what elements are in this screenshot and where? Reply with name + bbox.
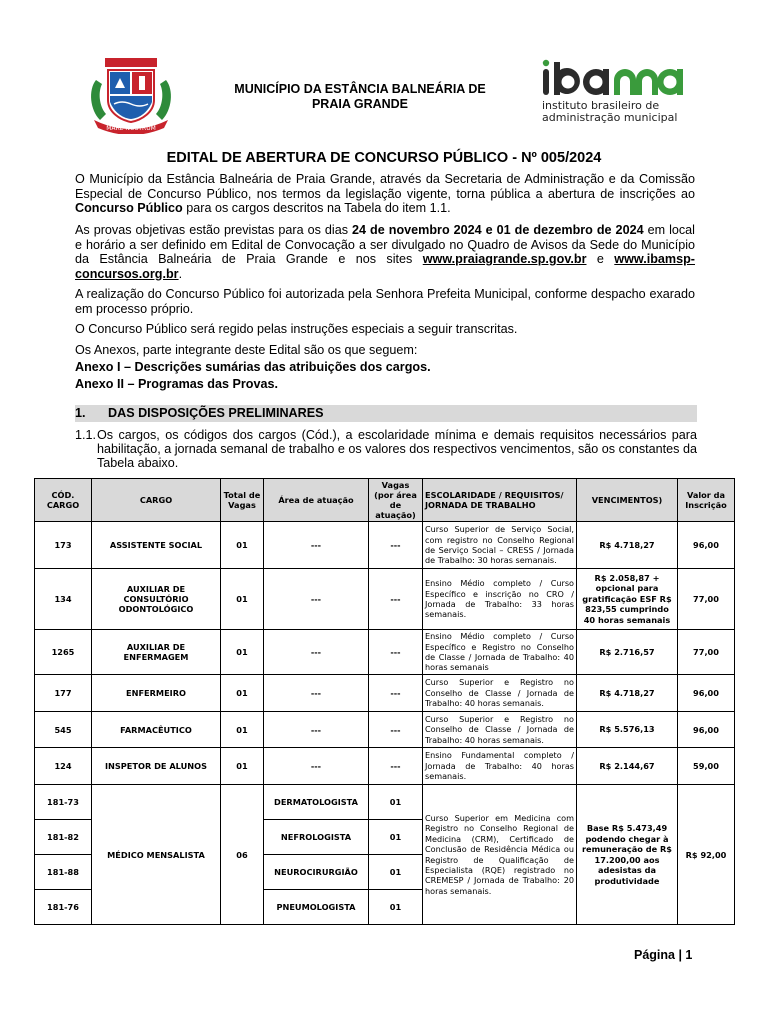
cell-vagas-area: ---: [369, 569, 423, 630]
cell-requisitos: Curso Superior e Registro no Conselho de Classe / Jornada de Trabalho: 40 horas semanais.: [423, 675, 577, 712]
cell-vagas-area: ---: [369, 712, 423, 748]
section-number: 1.: [75, 406, 86, 420]
cell-inscricao: 96,00: [678, 522, 735, 569]
regulation-paragraph: O Concurso Público será regido pelas instruções especiais a seguir transcritas.: [75, 322, 518, 336]
municipality-name: [200, 82, 520, 112]
cell-vagas-area: ---: [369, 675, 423, 712]
page-number: Página | 1: [634, 948, 693, 962]
cell-total: 01: [221, 748, 264, 785]
cell-inscricao: 59,00: [678, 748, 735, 785]
ibam-logo-line-1: instituto brasileiro de: [542, 99, 660, 112]
header-escolaridade: ESCOLARIDADE / REQUISITOS/ JORNADA DE TRABALHO: [423, 479, 577, 522]
cell-vencimento: R$ 4.718,27: [577, 522, 678, 569]
ibam-logo-line-2: administração municipal: [542, 111, 678, 124]
intro-text-end: para os cargos descritos na Tabela do item 1.1.: [182, 201, 451, 215]
intro-text: O Município da Estância Balneária de Praia Grande, através da Secretaria de Administração e da Comissão Especial de Concurso Público, nos termos da legislação vigente, torna pública a abertura de inscrições ao: [75, 172, 695, 201]
header-inscricao: Valor da Inscrição: [678, 479, 735, 522]
praiagrande-link[interactable]: www.praiagrande.sp.gov.br: [422, 252, 587, 266]
cell-total: 01: [221, 630, 264, 675]
cell-total: 01: [221, 675, 264, 712]
cell-inscricao: 96,00: [678, 675, 735, 712]
intro-paragraph: [75, 172, 695, 216]
cell-cargo: INSPETOR DE ALUNOS: [92, 748, 221, 785]
cell-area: ---: [264, 569, 369, 630]
exam-dates: 24 de novembro 2024 e 01 de dezembro de 2024: [352, 223, 644, 237]
cell-cargo: AUXILIAR DE ENFERMAGEM: [92, 630, 221, 675]
cell-total: 01: [221, 712, 264, 748]
item-number: 1.1.: [75, 428, 97, 442]
cell-vagas-area: 01: [369, 890, 423, 925]
cell-area: DERMATOLOGISTA: [264, 785, 369, 820]
cell-cod: 1265: [35, 630, 92, 675]
cell-cod: 181-73: [35, 785, 92, 820]
annexes-intro: Os Anexos, parte integrante deste Edital são os que seguem:: [75, 343, 418, 357]
municipal-crest-icon: [86, 58, 176, 134]
header-total: Total de Vagas: [221, 479, 264, 522]
cell-inscricao: 77,00: [678, 630, 735, 675]
cell-vagas-area: 01: [369, 820, 423, 855]
cell-inscricao: 96,00: [678, 712, 735, 748]
cell-cod: 545: [35, 712, 92, 748]
cell-area: NEFROLOGISTA: [264, 820, 369, 855]
cell-area: ---: [264, 522, 369, 569]
cell-cargo: FARMACÊUTICO: [92, 712, 221, 748]
cell-cod: 124: [35, 748, 92, 785]
cell-cod: 177: [35, 675, 92, 712]
table-row: [35, 675, 735, 712]
exam-dates-text: As provas objetivas estão previstas para os dias: [75, 223, 353, 237]
cell-requisitos: Ensino Fundamental completo / Jornada de Trabalho: 40 horas semanais.: [423, 748, 577, 785]
cell-vagas-area: ---: [369, 748, 423, 785]
cell-vencimento: R$ 5.576,13: [577, 712, 678, 748]
cell-cargo: AUXILIAR DE CONSULTÓRIO ODONTOLÓGICO: [92, 569, 221, 630]
cell-inscricao: R$ 92,00: [678, 785, 735, 925]
cell-area: ---: [264, 630, 369, 675]
cell-cod: 181-82: [35, 820, 92, 855]
cell-vencimento: R$ 2.716,57: [577, 630, 678, 675]
cell-requisitos: Curso Superior em Medicina com Registro no Conselho Regional de Medicina (CRM), Certificado de Conclusão de Residência Médica ou Registro de Qualificação de Especialista (RQE) registrado no CREMESP / Jornada de Trabalho: 20 horas semanais.: [423, 785, 577, 925]
cell-vagas-area: 01: [369, 785, 423, 820]
cell-cod: 181-76: [35, 890, 92, 925]
item-text: Os cargos, os códigos dos cargos (Cód.), a escolaridade mínima e demais requisitos necessários para habilitação, a jornada semanal de trabalho e os valores dos respectivos vencimentos, são os constantes da Tabela abaixo.: [97, 428, 697, 470]
period: .: [178, 266, 183, 281]
cell-cod: 181-88: [35, 855, 92, 890]
ibamsp-link[interactable]: www.ibamsp-concursos.org.br: [75, 252, 695, 281]
header-vagas-area: Vagas (por área de atuação): [369, 479, 423, 522]
table-row: [35, 522, 735, 569]
cell-vagas-area: ---: [369, 522, 423, 569]
cell-cod: 134: [35, 569, 92, 630]
link-separator: e: [586, 252, 615, 266]
cell-vagas-area: ---: [369, 630, 423, 675]
cell-requisitos: Ensino Médio completo / Curso Específico e Registro no Conselho de Classe / Jornada de Trabalho: 40 horas semanais: [423, 630, 577, 675]
authorization-paragraph: A realização do Concurso Público foi autorizada pela Senhora Prefeita Municipal, conforme despacho exarado em processo próprio.: [75, 287, 695, 316]
document-title: EDITAL DE ABERTURA DE CONCURSO PÚBLICO - Nº 005/2024: [166, 150, 602, 166]
municipality-line-2: PRAIA GRANDE: [311, 97, 409, 111]
cell-vagas-area: 01: [369, 855, 423, 890]
crest-motto: MARE NOSTRUM: [106, 125, 156, 132]
annex-2: Anexo II – Programas das Provas.: [75, 377, 278, 391]
table-header-row: [35, 479, 735, 522]
cell-inscricao: 77,00: [678, 569, 735, 630]
cell-cargo: MÉDICO MENSALISTA: [92, 785, 221, 925]
cell-area: ---: [264, 712, 369, 748]
table-row: [35, 748, 735, 785]
exam-dates-paragraph: [75, 223, 695, 281]
cell-requisitos: Curso Superior e Registro no Conselho de Classe / Jornada de Trabalho: 40 horas semanais.: [423, 712, 577, 748]
cell-cargo: ASSISTENTE SOCIAL: [92, 522, 221, 569]
section-title: DAS DISPOSIÇÕES PRELIMINARES: [108, 406, 324, 420]
cell-requisitos: Ensino Médio completo / Curso Específico e inscrição no CRO / Jornada de Trabalho: 33 horas semanais.: [423, 569, 577, 630]
header-area: Área de atuação: [264, 479, 369, 522]
cell-total: 01: [221, 522, 264, 569]
cell-vencimento: R$ 2.058,87 + opcional para gratificação ESF R$ 823,55 cumprindo 40 horas semanais: [577, 569, 678, 630]
ibam-logo: [540, 56, 690, 126]
header-vencimentos: VENCIMENTOS): [577, 479, 678, 522]
municipality-line-1: MUNICÍPIO DA ESTÂNCIA BALNEÁRIA DE: [234, 82, 486, 96]
cell-vencimento: R$ 2.144,67: [577, 748, 678, 785]
cell-cargo: ENFERMEIRO: [92, 675, 221, 712]
section-1-heading: [75, 405, 697, 422]
intro-emphasis: Concurso Público: [75, 201, 183, 215]
table-row-medico: [35, 785, 735, 820]
header-cargo: CARGO: [92, 479, 221, 522]
cell-vencimento: Base R$ 5.473,49 podendo chegar à remuneração de R$ 17.200,00 aos adesistas da produtividade: [577, 785, 678, 925]
table-row: [35, 569, 735, 630]
cell-vencimento: R$ 4.718,27: [577, 675, 678, 712]
cell-cod: 173: [35, 522, 92, 569]
ibam-logo-text: [542, 100, 677, 124]
table-row: [35, 630, 735, 675]
cell-total: 01: [221, 569, 264, 630]
positions-table: [34, 478, 735, 925]
cell-area: PNEUMOLOGISTA: [264, 890, 369, 925]
item-1-1: [75, 429, 697, 470]
cell-area: ---: [264, 675, 369, 712]
cell-total: 06: [221, 785, 264, 925]
annex-1: Anexo I – Descrições sumárias das atribuições dos cargos.: [75, 360, 431, 374]
header-cod: CÓD. CARGO: [35, 479, 92, 522]
cell-area: ---: [264, 748, 369, 785]
ibam-wordmark-icon: [540, 56, 690, 100]
cell-area: NEUROCIRURGIÃO: [264, 855, 369, 890]
cell-requisitos: Curso Superior de Serviço Social, com registro no Conselho Regional de Serviço Social – CRESS / Jornada de Trabalho: 30 horas semanais.: [423, 522, 577, 569]
table-row: [35, 712, 735, 748]
exam-location-text: em local e horário a ser definido em Edital de Convocação a ser divulgado no Quadro de Avisos da Sede do Município da Estância Balneária de Praia Grande e nos sites: [75, 223, 695, 266]
